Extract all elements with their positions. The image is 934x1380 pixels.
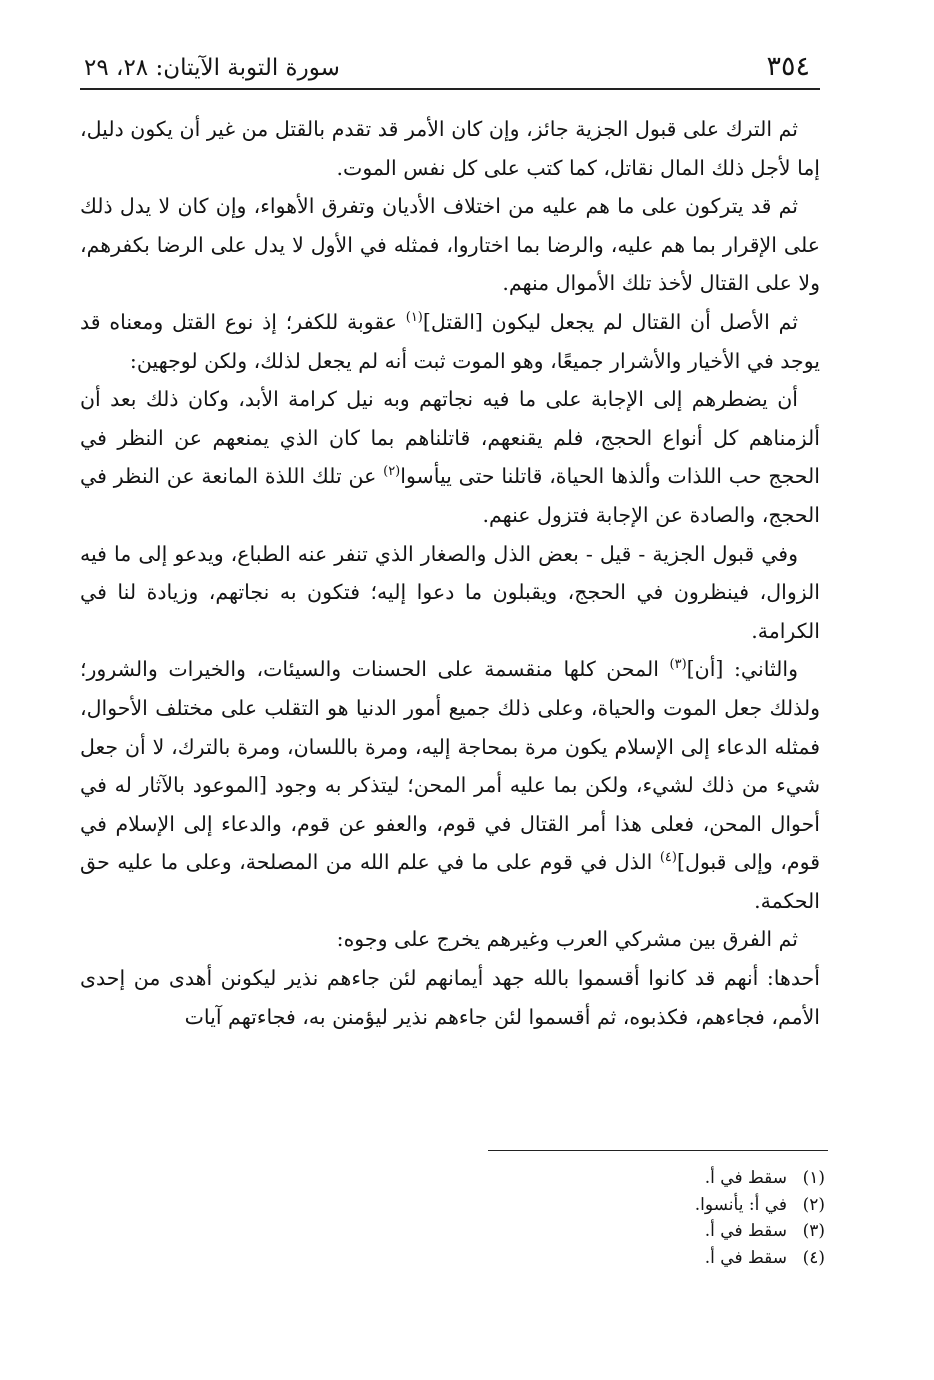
- paragraph-text: ثم الأصل أن القتال لم يجعل ليكون [القتل]: [422, 309, 798, 334]
- paragraph: [80, 920, 820, 959]
- paragraph: [80, 303, 820, 380]
- footnote-marker: (٣): [669, 657, 687, 673]
- paragraph: [80, 650, 820, 920]
- paragraph-text: عن تلك اللذة المانعة عن النظر في الحجج، والصادة عن الإجابة فتزول عنهم.: [80, 464, 820, 527]
- paragraph: [80, 380, 820, 534]
- footnote-number: (١): [802, 1168, 825, 1188]
- footnote: [400, 1218, 825, 1245]
- footnote: [400, 1192, 825, 1219]
- paragraph-text: ثم الترك على قبول الجزية جائز، وإن كان الأمر قد تقدم بالقتل من غير أن يكون دليل، إما لأجل ذلك المال نقاتل، كما كتب على كل نفس الموت.: [80, 117, 820, 180]
- paragraph-text: وفي قبول الجزية - قيل - بعض الذل والصغار الذي تنفر عنه الطباع، ويدعو إلى ما فيه الزوال، فينظرون في الحجج، ويقبلون ما دعوا إليه؛ فتكون به نجاتهم، وزيادة لنا في الكرامة.: [80, 541, 820, 643]
- paragraph-text: والثاني: [أن]: [686, 657, 798, 682]
- footnote-marker: (٤): [659, 850, 677, 866]
- footnote-text: في أ: يأنسوا.: [694, 1194, 787, 1215]
- page-header: [80, 46, 820, 90]
- paragraph: [80, 110, 820, 187]
- footnote-text: سقط في أ.: [704, 1168, 787, 1188]
- footnote-marker: (٢): [383, 464, 401, 480]
- footnote-number: (٣): [802, 1221, 825, 1241]
- footnote: [400, 1245, 825, 1272]
- paragraph: [80, 187, 820, 303]
- footnote-text: سقط في أ.: [704, 1247, 787, 1268]
- footnote-number: (٢): [802, 1194, 825, 1215]
- footnote: [400, 1165, 825, 1192]
- paragraph-text: المحن كلها منقسمة على الحسنات والسيئات، والخيرات والشرور؛ ولذلك جعل الموت والحياة، وعلى ذلك جميع أمور الدنيا هو التقلب على مختلف الأحوال، فمثله الدعاء إلى الإسلام يكون مرة بمحاجة إليه، ومرة باللسان، ومرة بالترك، لا أن جعل شيء من ذلك لشيء، ولكن بما عليه أمر المحن؛ ليتذكر به وجود [الموعود بالآثار له في أحوال المحن، فعلى هذا أمر القتال في قوم، والعفو عن قوم، والدعاء إلى الإسلام في قوم، وإلى قبول]: [80, 657, 820, 875]
- footnote-number: (٤): [802, 1247, 825, 1268]
- page-number: ٣٥٤: [766, 51, 810, 82]
- footnotes: [400, 1165, 825, 1271]
- paragraph: [80, 535, 820, 651]
- paragraph-text: عقوبة للكفر؛ إذ نوع القتل ومعناه قد يوجد في الأخيار والأشرار جميعًا، وهو الموت ثبت أنه لم يجعل لذلك، ولكن لوجهين:: [80, 309, 820, 373]
- running-head: سورة التوبة الآيتان: ٢٨، ٢٩: [84, 55, 340, 81]
- paragraph-text: أحدها: أنهم قد كانوا أقسموا بالله جهد أيمانهم لئن جاءهم نذير ليكونن أهدى من إحدى الأمم، فجاءهم، فكذبوه، ثم أقسموا لئن جاءهم نذير ليؤمنن به، فجاءتهم آيات: [80, 966, 820, 1029]
- paragraph-text: ثم الفرق بين مشركي العرب وغيرهم يخرج على وجوه:: [336, 927, 798, 952]
- paragraph-text: أن يضطرهم إلى الإجابة على ما فيه نجاتهم وبه نيل كرامة الأبد، وكان ذلك بعد أن ألزمناهم كل أنواع الحجج، فلم يقنعهم، قاتلناهم بما كان الذي يمنعهم عن النظر في الحجج حب اللذات وألذها الحياة، قاتلنا حتى ييأسوا: [80, 387, 820, 489]
- footnote-marker: (١): [405, 310, 423, 326]
- footnote-text: سقط في أ.: [704, 1221, 787, 1241]
- footnote-separator: [488, 1150, 828, 1151]
- paragraph-text: الذل في قوم على ما في علم الله من المصلحة، وعلى ما عليه حق الحكمة.: [80, 850, 820, 913]
- paragraph: [80, 959, 820, 1036]
- paragraph-text: ثم قد يتركون على ما هم عليه من اختلاف الأديان وتفرق الأهواء، وإن كان لا يدل ذلك على الإقرار بما هم عليه، والرضا بما اختاروا، فمثله في الأول لا يدل على الرضا بكفرهم، ولا على القتال لأخذ تلك الأموال منهم.: [80, 194, 820, 296]
- main-text: [80, 110, 820, 1036]
